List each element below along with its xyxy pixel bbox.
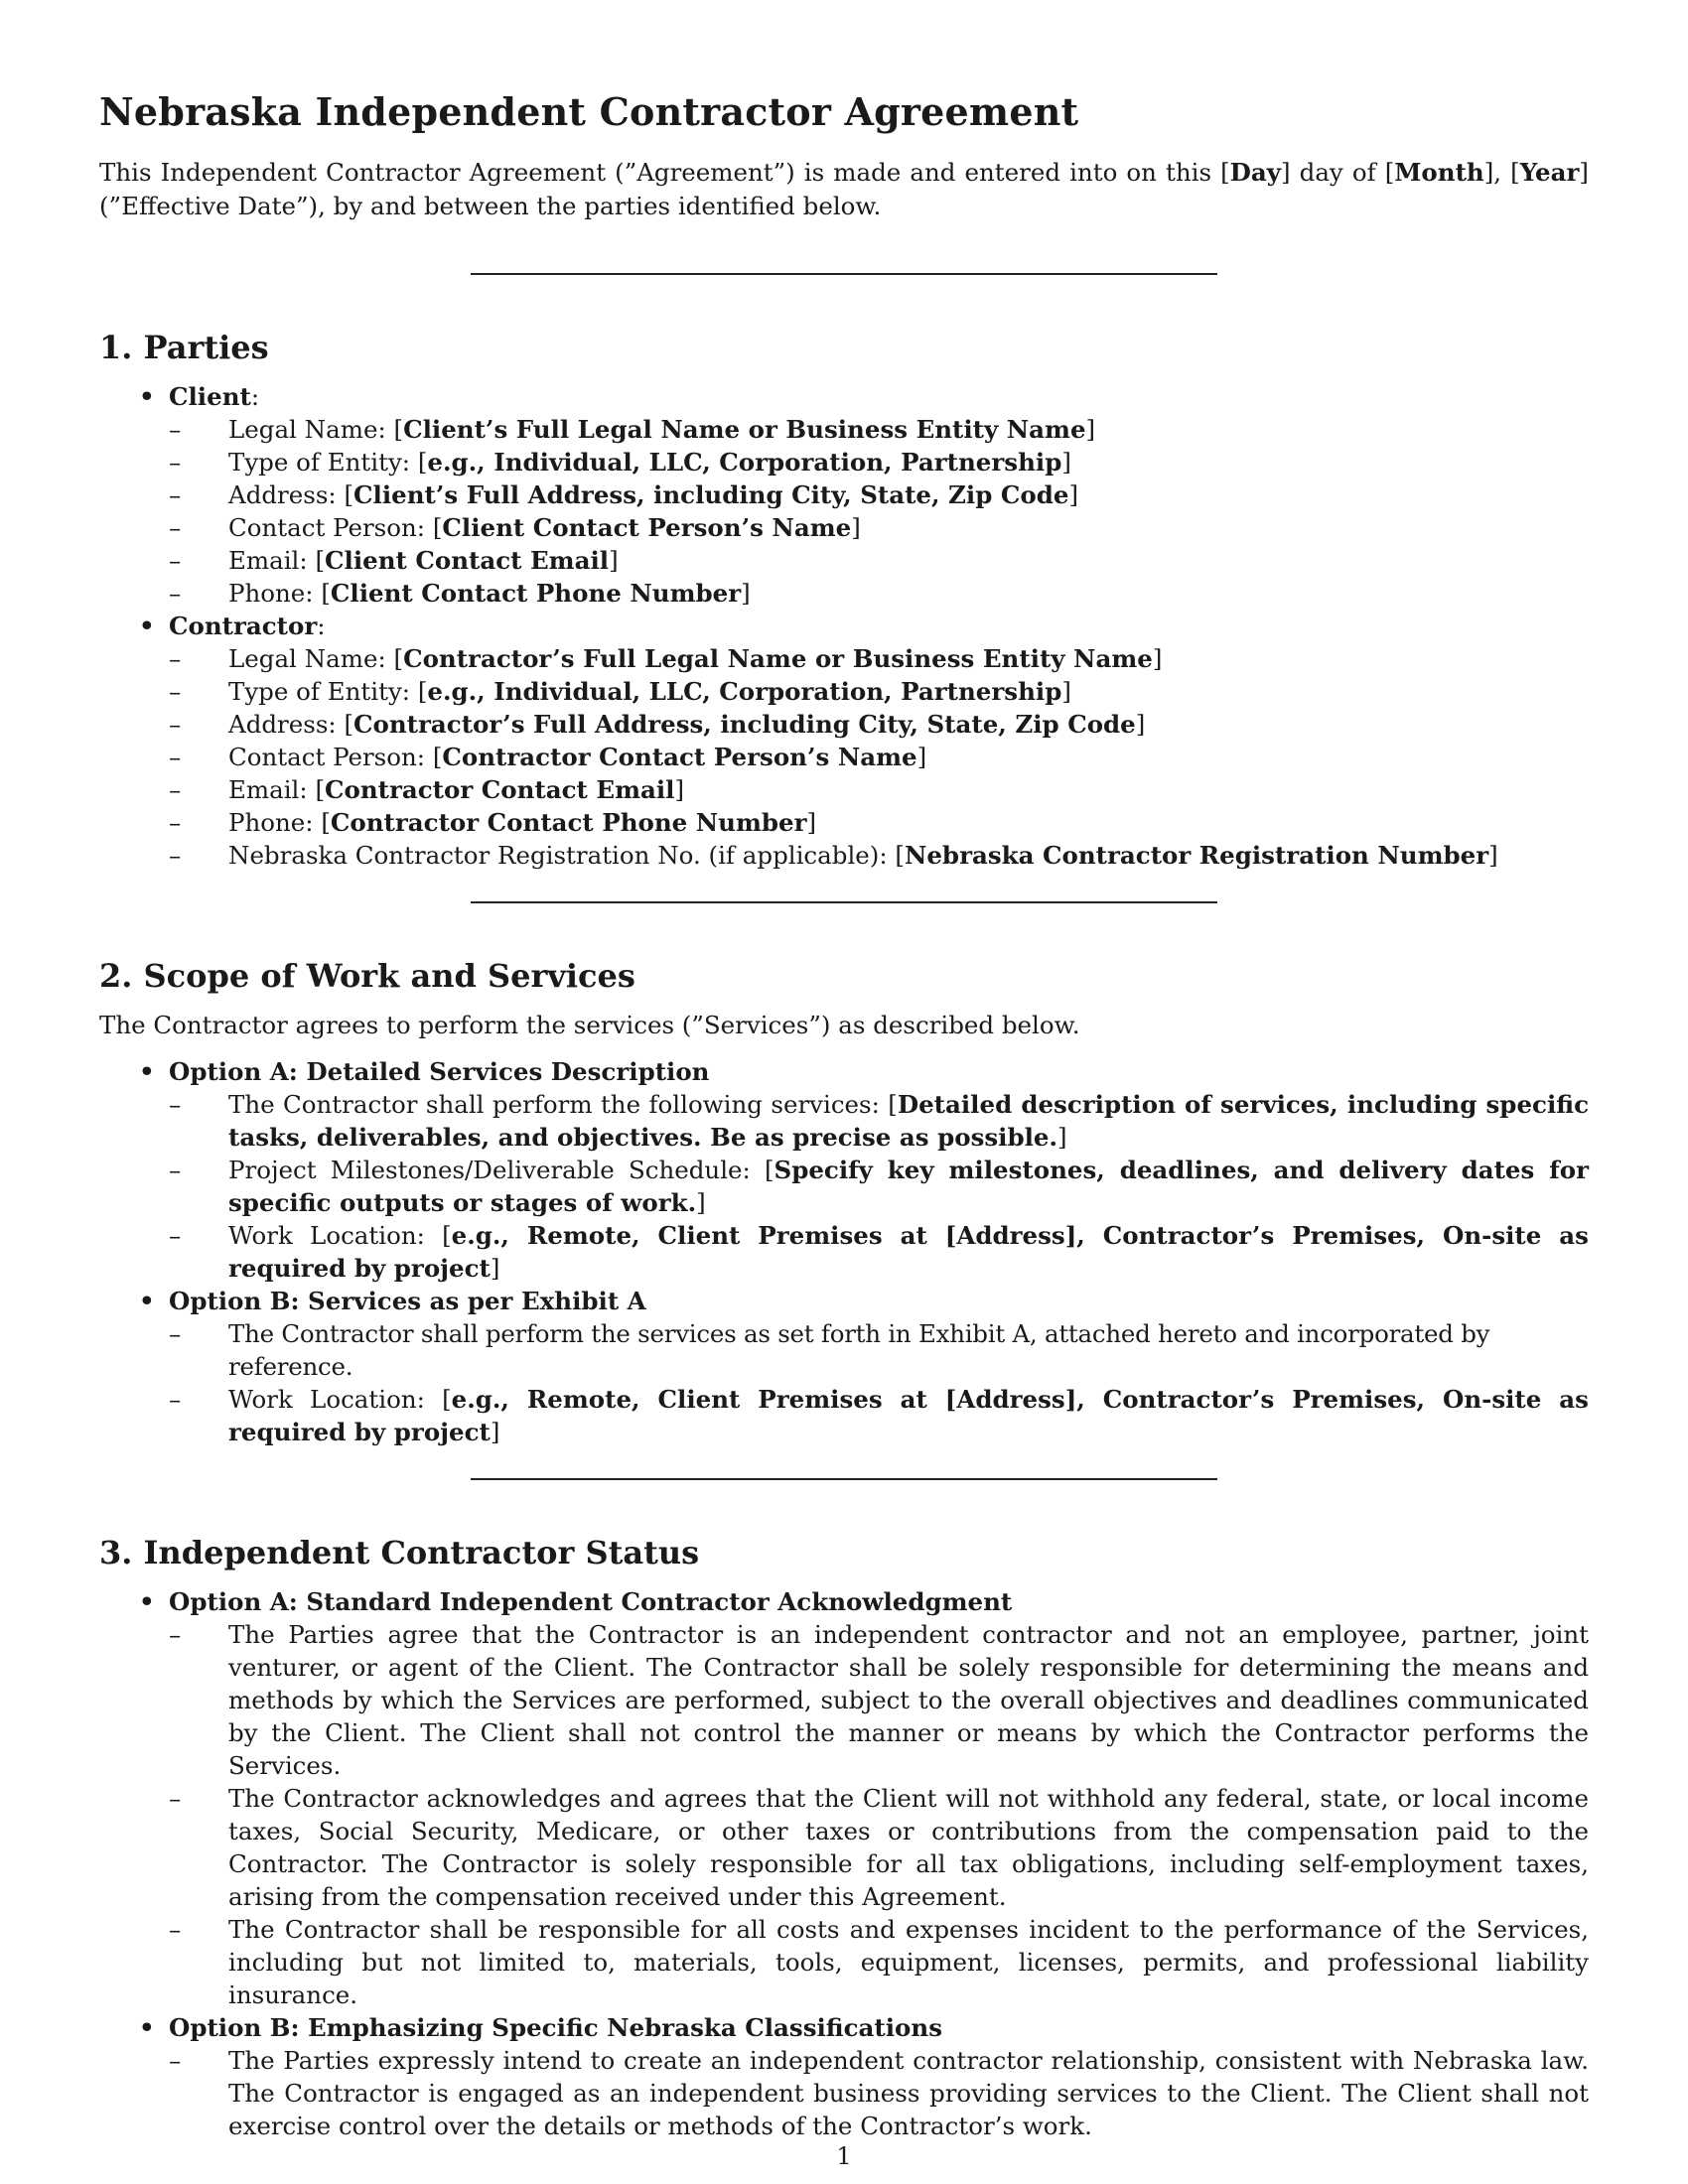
dash-icon: – [169, 415, 182, 444]
list-item: – Address: [Client’s Full Address, including City, State, Zip Code] [169, 480, 1079, 509]
list-item: – Phone: [Client Contact Phone Number] [169, 579, 751, 608]
list-item: – Type of Entity: [e.g., Individual, LLC, Corporation, Partnership] [169, 677, 1071, 706]
status-option-a-details [169, 1618, 1589, 2011]
client-details [169, 413, 1589, 610]
dash-icon: – [169, 677, 182, 706]
list-item: – Work Location: [e.g., Remote, Client Premises at [Address], Contractor’s Premises, On-site as required by project] [169, 1385, 1589, 1446]
section-divider [471, 901, 1217, 903]
dash-icon: – [169, 743, 182, 771]
list-item: – Phone: [Contractor Contact Phone Number] [169, 808, 817, 837]
scope-option-b-label: Option B: Services as per Exhibit A [169, 1287, 646, 1315]
document-title: Nebraska Independent Contractor Agreement [99, 89, 1079, 134]
dash-icon: – [169, 1620, 182, 1649]
dash-icon: – [169, 1319, 181, 1348]
dash-icon: – [169, 513, 182, 542]
list-item: – Email: [Contractor Contact Email] [169, 775, 685, 804]
client-entry: • Client: – Legal Name: [Client’s Full Legal Name or Business Entity Name] – Type of Entity: [e.g., Individual, LLC, Corporation, Partnership] – Address: [Client’s Full Address, including City, State, Zip Code] – Contact Person: [Client Contact Person’s Name] – Email: [Client Contact Email] – Phone: [Client Contact Phone Number] [99, 380, 1589, 610]
scope-option-a-details [169, 1088, 1589, 1285]
document-page [99, 89, 1589, 2142]
contractor-label: Contractor [169, 612, 318, 640]
list-item: – The Contractor shall be responsible for all costs and expenses incident to the performance of the Services, including but not limited to, materials, tools, equipment, licenses, permits, and professional liability insurance. [169, 1915, 1589, 2009]
year-placeholder: Year [1519, 158, 1580, 187]
scope-intro: The Contractor agrees to perform the services (”Services”) as described below. [99, 1011, 1080, 1039]
dash-icon: – [169, 1156, 182, 1184]
bullet-icon: • [139, 1587, 155, 1616]
list-item: – Project Milestones/Deliverable Schedule: [Specify key milestones, deadlines, and delivery dates for specific outputs or stages of work.] [169, 1156, 1589, 1217]
section-heading-scope: 2. Scope of Work and Services [99, 957, 635, 995]
status-option-b-details [169, 2044, 1589, 2142]
dash-icon: – [169, 841, 182, 870]
page-number: 1 [836, 2142, 852, 2170]
dash-icon: – [169, 480, 182, 509]
list-item: – The Contractor shall perform the following services: [Detailed description of services, including specific tasks, deliverables, and objectives. Be as precise as possible.] [169, 1090, 1589, 1152]
month-placeholder: Month [1394, 158, 1484, 187]
bullet-icon: • [139, 612, 155, 640]
contractor-entry: • Contractor: – Legal Name: [Contractor’s Full Legal Name or Business Entity Name] – Type of Entity: [e.g., Individual, LLC, Corporation, Partnership] – Address: [Contractor’s Full Address, including City, State, Zip Code] – Contact Person: [Contractor Contact Person’s Name] – Email: [Contractor Contact Email] – Phone: [Contractor Contact Phone Number] – Nebraska Contractor Registration No. (if applicable): [Nebraska Contractor Registration Number] [99, 610, 1589, 872]
bullet-icon: • [139, 382, 155, 411]
client-label: Client [169, 382, 251, 411]
status-option-b-label: Option B: Emphasizing Specific Nebraska Classifications [169, 2013, 942, 2042]
dash-icon: – [169, 2046, 182, 2075]
dash-icon: – [169, 775, 182, 804]
list-item: – The Parties agree that the Contractor is an independent contractor and not an employee, partner, joint venturer, or agent of the Client. The Contractor shall be solely responsible for determining the means and methods by which the Services are performed, subject to the overall objectives and deadlines communicated by the Client. The Client shall not control the manner or means by which the Contractor performs the Services. [169, 1620, 1589, 1780]
dash-icon: – [169, 1385, 182, 1414]
parties-list [99, 380, 1589, 872]
intro-paragraph: This Independent Contractor Agreement (”Agreement”) is made and entered into on this [Day] day of [Month], [Year] (”Effective Date”), by and between the parties identified below. [99, 158, 1589, 220]
dash-icon: – [169, 644, 182, 673]
list-item: – Nebraska Contractor Registration No. (if applicable): [Nebraska Contractor Registration Number] [169, 841, 1498, 870]
bullet-icon: • [139, 2013, 155, 2042]
list-item: – Contact Person: [Client Contact Person’s Name] [169, 513, 861, 542]
dash-icon: – [169, 546, 182, 575]
status-option-a [99, 1585, 1589, 2011]
dash-icon: – [169, 808, 182, 837]
list-item: – Contact Person: [Contractor Contact Person’s Name] [169, 743, 927, 771]
scope-options-list [99, 1055, 1589, 1448]
status-option-b [99, 2011, 1589, 2142]
list-item: – Address: [Contractor’s Full Address, including City, State, Zip Code] [169, 710, 1146, 739]
bullet-icon: • [139, 1287, 155, 1315]
dash-icon: – [169, 448, 182, 477]
list-item: – The Contractor acknowledges and agrees that the Client will not withhold any federal, state, or local income taxes, Social Security, Medicare, or other taxes or contributions from the compensation paid to the Contractor. The Contractor is solely responsible for all tax obligations, including self-employment taxes, arising from the compensation received under this Agreement. [169, 1784, 1589, 1911]
section-divider [471, 273, 1217, 275]
scope-option-b-details [169, 1317, 1589, 1448]
list-item: – Email: [Client Contact Email] [169, 546, 619, 575]
list-item: – Legal Name: [Client’s Full Legal Name or Business Entity Name] [169, 415, 1096, 444]
dash-icon: – [169, 579, 182, 608]
dash-icon: – [169, 1784, 182, 1813]
contractor-details [169, 642, 1589, 872]
list-item: – Work Location: [e.g., Remote, Client Premises at [Address], Contractor’s Premises, On-site as required by project] [169, 1221, 1589, 1283]
bullet-icon: • [139, 1057, 155, 1086]
section-heading-parties: 1. Parties [99, 329, 269, 366]
list-item: – Legal Name: [Contractor’s Full Legal Name or Business Entity Name] [169, 644, 1163, 673]
day-placeholder: Day [1229, 158, 1282, 187]
list-item: – Type of Entity: [e.g., Individual, LLC, Corporation, Partnership] [169, 448, 1071, 477]
list-item: – The Contractor shall perform the services as set forth in Exhibit A, attached hereto and incorporated by reference. [169, 1319, 1490, 1381]
dash-icon: – [169, 1090, 182, 1119]
status-option-a-label: Option A: Standard Independent Contractor Acknowledgment [169, 1587, 1013, 1616]
dash-icon: – [169, 1221, 182, 1250]
dash-icon: – [169, 710, 182, 739]
section-divider [471, 1478, 1217, 1480]
status-options-list [99, 1585, 1589, 2142]
scope-option-a-label: Option A: Detailed Services Description [169, 1057, 710, 1086]
list-item: – The Parties expressly intend to create an independent contractor relationship, consistent with Nebraska law. The Contractor is engaged as an independent business providing services to the Client. The Client shall not exercise control over the details or methods of the Contractor’s work. [169, 2046, 1589, 2140]
section-heading-status: 3. Independent Contractor Status [99, 1534, 700, 1571]
dash-icon: – [169, 1915, 182, 1944]
scope-option-a [99, 1055, 1589, 1285]
scope-option-b [99, 1285, 1589, 1448]
